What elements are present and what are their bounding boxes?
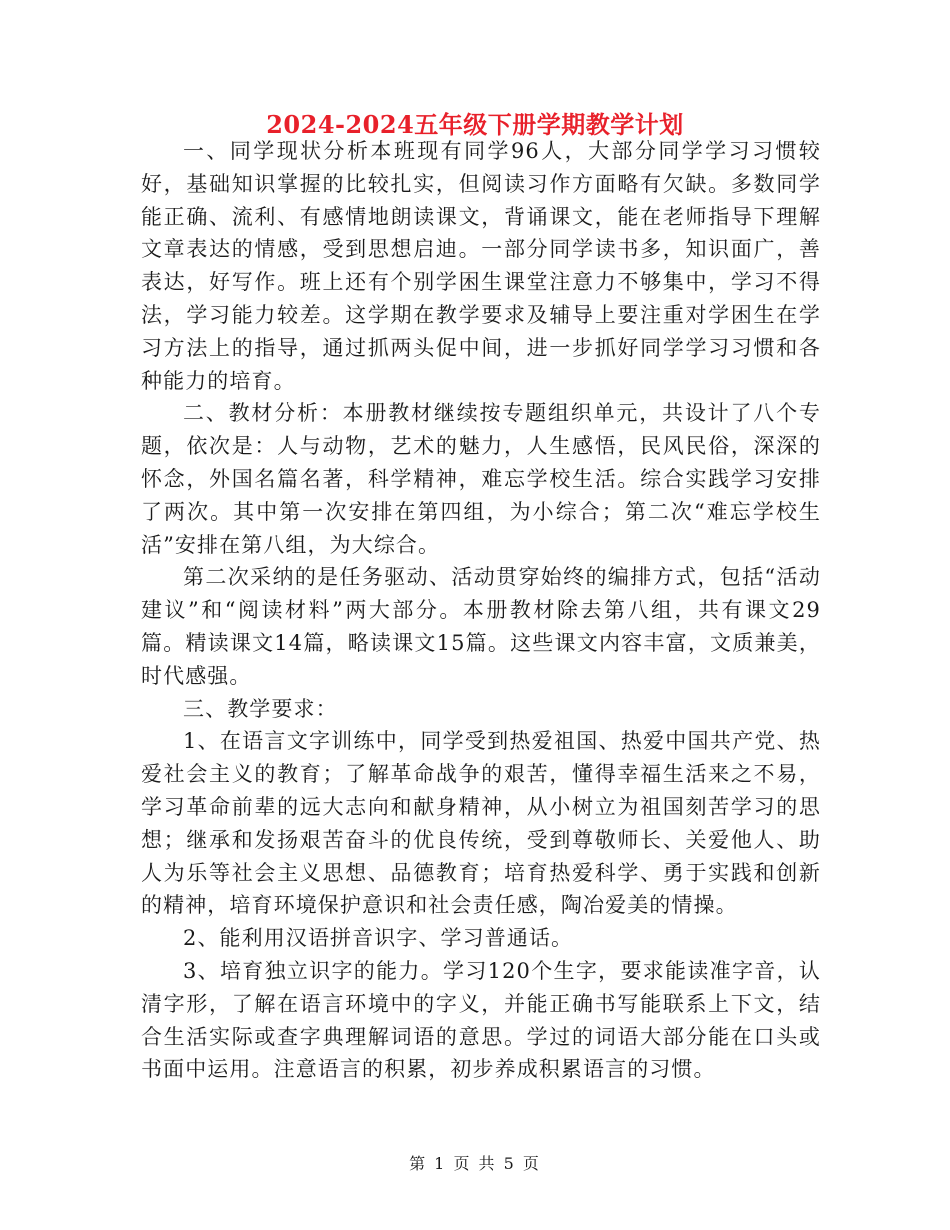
paragraph-student-analysis: 一、同学现状分析本班现有同学96人，大部分同学学习习惯较好，基础知识掌握的比较扎实，但阅读习作方面略有欠缺。多数同学能正确、流利、有感情地朗读课文，背诵课文，能在老师指导下理解文章表达的情感，受到思想启迪。一部分同学读书多，知识面广，善表达，好写作。班上还有个别学困生课堂注意力不够集中，学习不得法，学习能力较差。这学期在教学要求及辅导上要注重对学困生在学习方法上的指导，通过抓两头促中间，进一步抓好同学学习习惯和各种能力的培育。 (141, 139, 821, 393)
document-body (141, 135, 821, 1086)
paragraph-textbook-analysis: 二、教材分析：本册教材继续按专题组织单元，共设计了八个专题，依次是：人与动物，艺术的魅力，人生感悟，民风民俗，深深的怀念，外国名篇名著，科学精神，难忘学校生活。综合实践学习安排了两次。其中第一次安排在第四组，为小综合；第二次“难忘学校生活”安排在第八组，为大综合。 (141, 401, 821, 557)
paragraph-requirement-1: 1、在语言文字训练中，同学受到热爱祖国、热爱中国共产党、热爱社会主义的教育；了解革命战争的艰苦，懂得幸福生活来之不易，学习革命前辈的远大志向和献身精神，从小树立为祖国刻苦学习的思想；继承和发扬艰苦奋斗的优良传统，受到尊敬师长、关爱他人、助人为乐等社会主义思想、品德教育；培育热爱科学、勇于实践和创新的精神，培育环境保护意识和社会责任感，陶冶爱美的情操。 (141, 729, 821, 918)
paragraph-requirement-2: 2、能利用汉语拼音识字、学习普通话。 (183, 926, 574, 951)
paragraph-requirement-3: 3、培育独立识字的能力。学习120个生字，要求能读准字音，认清字形，了解在语言环境中的字义，并能正确书写能联系上下文，结合生活实际或查字典理解词语的意思。学过的词语大部分能在口头或书面中运用。注意语言的积累，初步养成积累语言的习惯。 (141, 958, 821, 1082)
page-number-footer: 第 1 页 共 5 页 (409, 1154, 541, 1173)
section-heading-teaching-requirements: 三、教学要求： (183, 696, 338, 721)
paragraph-second-activity: 第二次采纳的是任务驱动、活动贯穿始终的编排方式，包括“活动建议”和“阅读材料”两大部分。本册教材除去第八组，共有课文29篇。精读课文14篇，略读课文15篇。这些课文内容丰富，文质兼美，时代感强。 (141, 565, 821, 688)
document-title: 2024-2024五年级下册学期教学计划 (266, 110, 684, 139)
